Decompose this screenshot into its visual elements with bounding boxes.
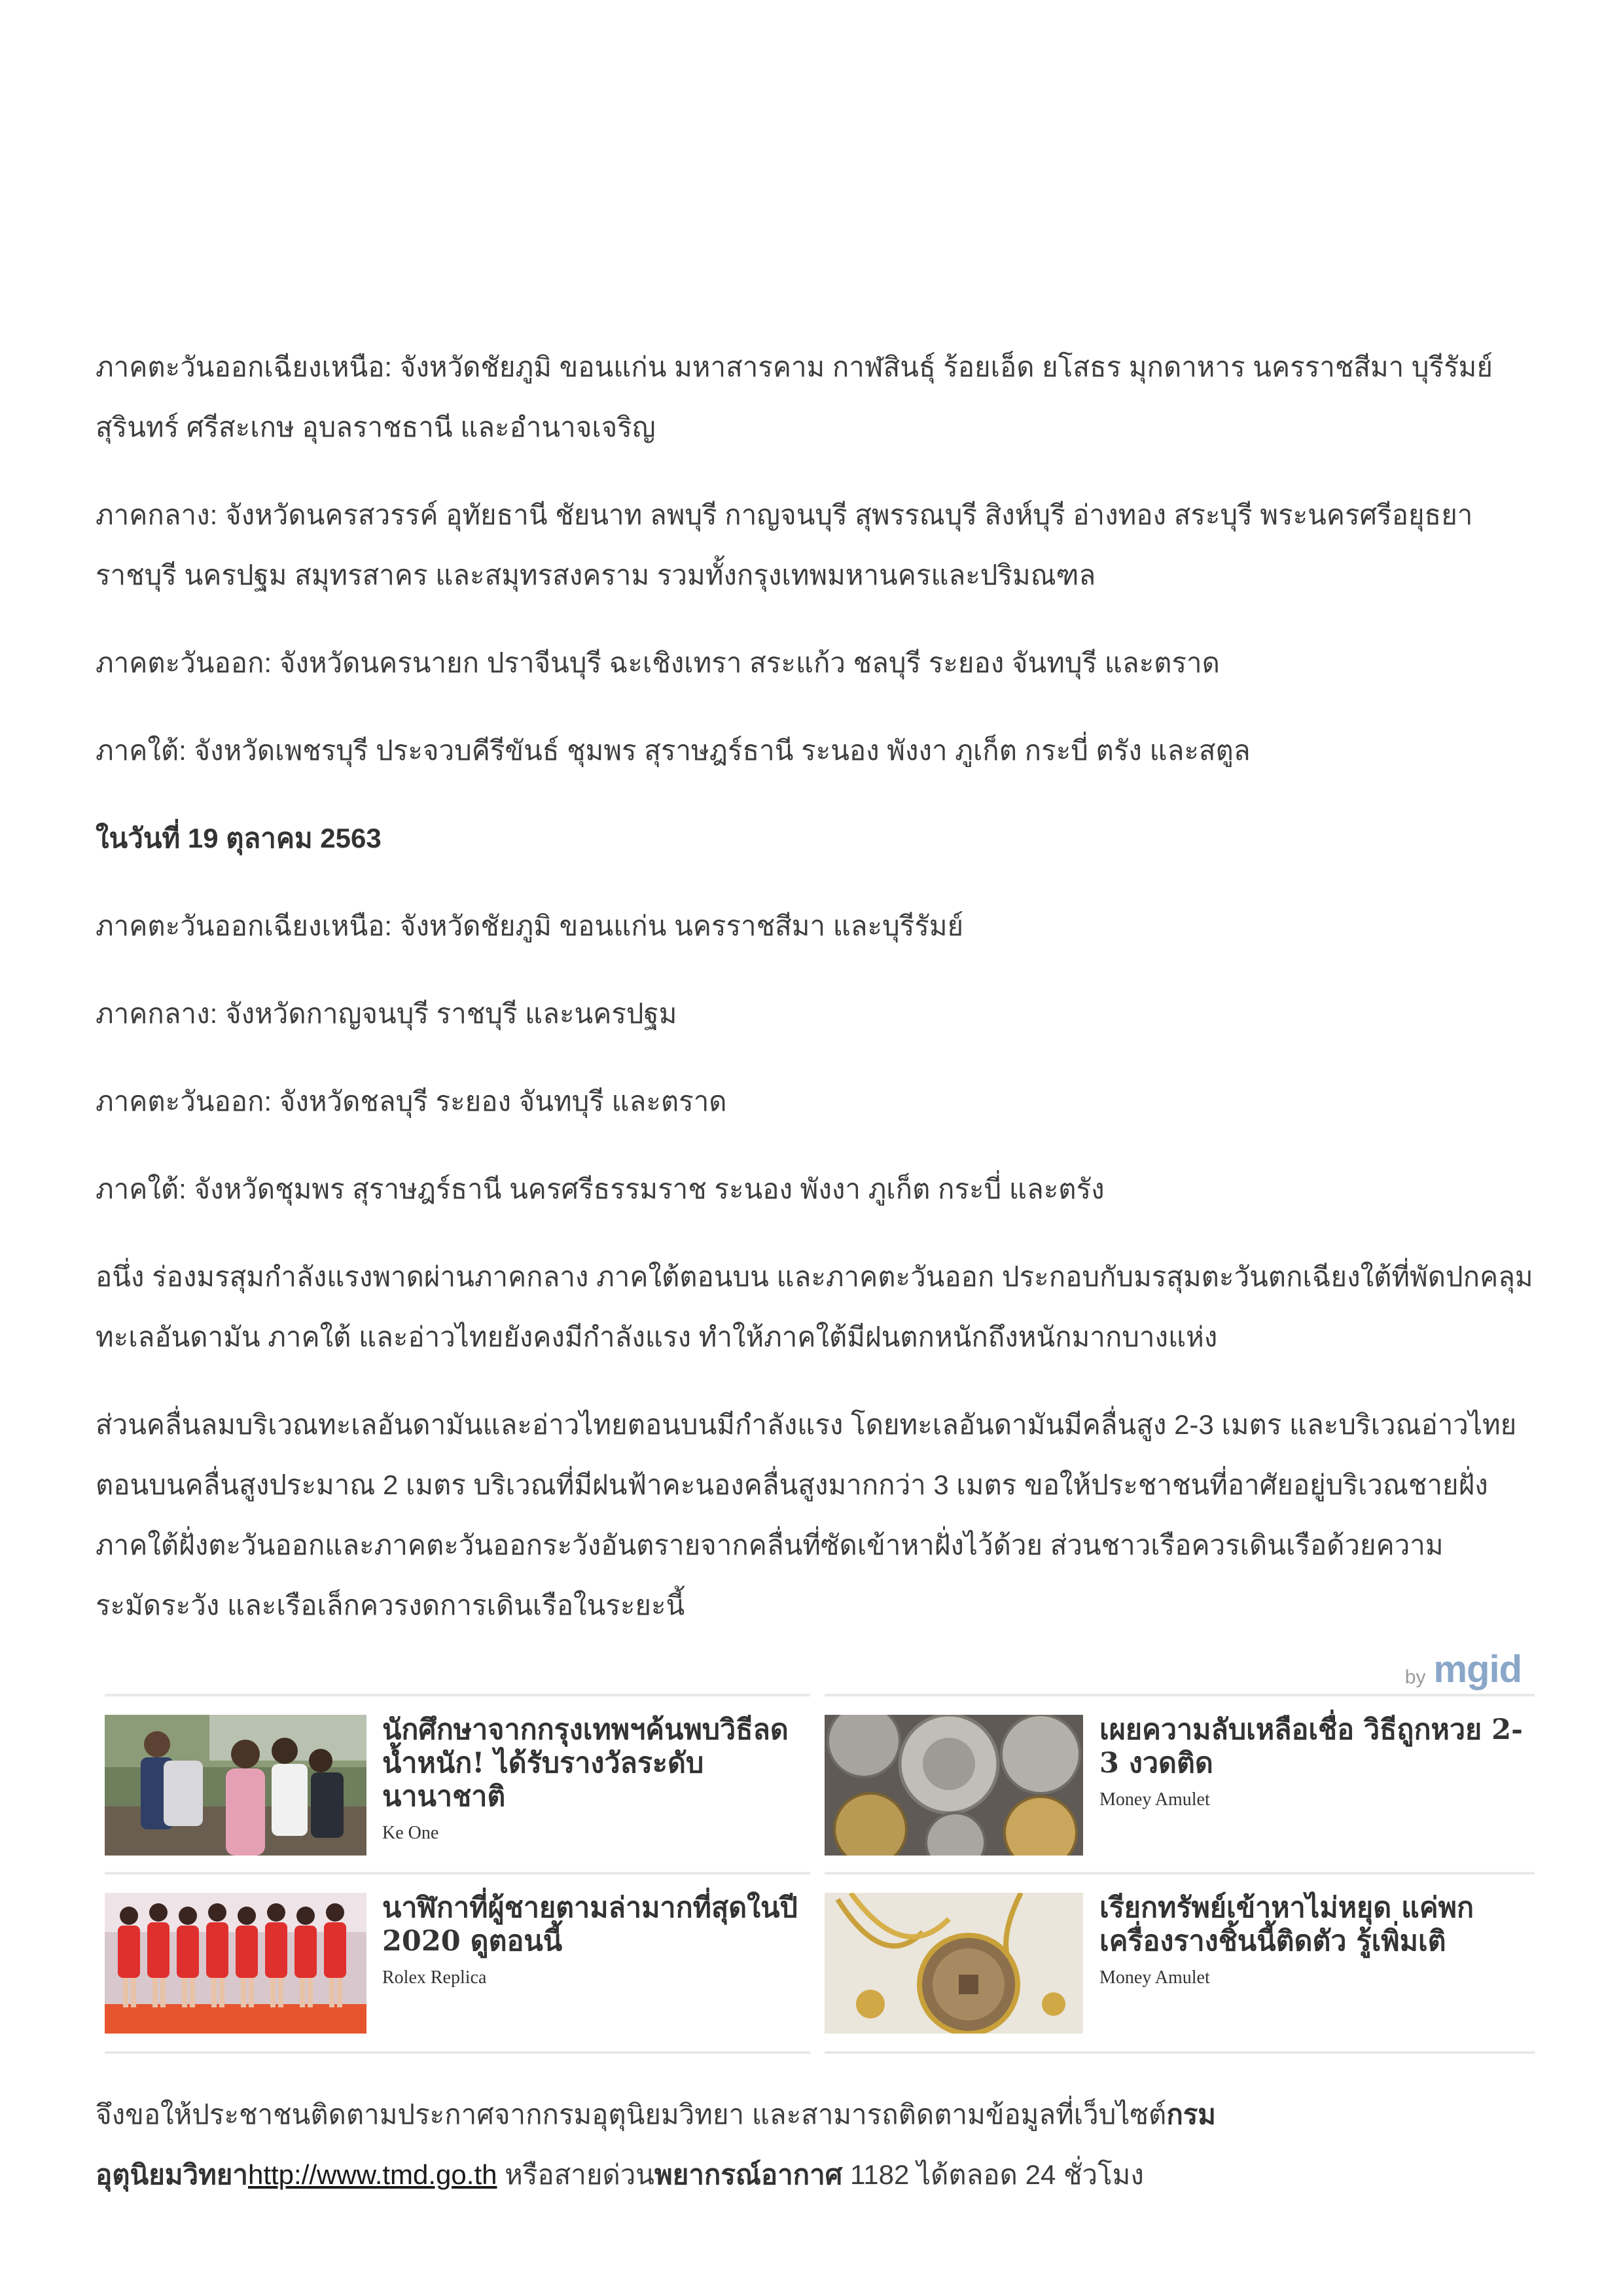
paragraph-northeast-2: ภาคตะวันออกเฉียงเหนือ: จังหวัดชัยภูมิ ขอนแก่น นครราชสีมา และบุรีรัมย์ (96, 910, 964, 941)
ad-text[interactable] (1099, 1892, 1525, 1988)
paragraph-northeast-1: ภาคตะวันออกเฉียงเหนือ: จังหวัดชัยภูมิ ขอนแก่น มหาสารคาม กาฬสินธุ์ ร้อยเอ็ด ยโสธร มุกดาหาร นครราชสีมา บุรีรัมย์ สุรินทร์ ศรีสะเกษ อุบลราชธานี และอำนาจเจริญ (96, 351, 1493, 442)
paragraph-east-1: ภาคตะวันออก: จังหวัดนครนายก ปราจีนบุรี ฉะเชิงเทรา สระแก้ว ชลบุรี ระยอง จันทบุรี และตราด (96, 647, 1220, 678)
paragraph-central-2: ภาคกลาง: จังหวัดกาญจนบุรี ราชบุรี และนครปฐม (96, 998, 677, 1029)
mgid-by-label: by (1404, 1666, 1426, 1688)
footer-bold-forecast: พยากรณ์อากาศ (654, 2159, 843, 2190)
ad-source: Money Amulet (1099, 1967, 1210, 1988)
mgid-brand[interactable] (1405, 1649, 1522, 1689)
footer-text-before: จึงขอให้ประชาชนติดตามประกาศจากกรมอุตุนิยมวิทยา และสามารถติดตามข้อมูลที่เว็บไซต์ (96, 2099, 1167, 2130)
ad-thumbnail-people-photo[interactable] (105, 1715, 366, 1856)
footer-text-after: 1182 ได้ตลอด 24 ชั่วโมง (842, 2159, 1144, 2190)
mgid-logo[interactable]: mgid (1433, 1648, 1522, 1691)
paragraph-south-1: ภาคใต้: จังหวัดเพชรบุรี ประจวบคีรีขันธ์ ชุมพร สุราษฎร์ธานี ระนอง พังงา ภูเก็ต กระบี่ ตรัง และสตูล (96, 735, 1251, 766)
ad-title[interactable]: นักศึกษาจากกรุงเทพฯค้นพบวิธีลดน้ำหนัก! ได้รับรางวัลระดับนานาชาติ (382, 1713, 789, 1813)
ad-text[interactable] (382, 1892, 808, 1988)
ad-title[interactable]: นาฬิกาที่ผู้ชายตามล่ามากที่สุดในปี 2020 ดูตอนนี้ (382, 1892, 798, 1958)
footer-text-middle: หรือสายด่วน (497, 2159, 655, 2190)
models-photo-icon (105, 1893, 366, 2034)
ad-thumbnail-models-photo[interactable] (105, 1893, 366, 2034)
paragraph-central-1: ภาคกลาง: จังหวัดนครสวรรค์ อุทัยธานี ชัยนาท ลพบุรี กาญจนบุรี สุพรรณบุรี สิงห์บุรี อ่างทอง สระบุรี พระนครศรีอยุธยา ราชบุรี นครปฐม สมุทรสาคร และสมุทรสงคราม รวมทั้งกรุงเทพมหานครและปริมณฑล (96, 499, 1473, 590)
people-photo-icon (105, 1715, 366, 1856)
amulet-photo-icon (825, 1893, 1083, 2034)
ad-card[interactable] (105, 1694, 810, 1873)
ad-title[interactable]: เรียกทรัพย์เข้าหาไม่หยุด แค่พกเครื่องรางชิ้นนี้ติดตัว รู้เพิ่มเติ (1099, 1892, 1474, 1958)
paragraph-east-2: ภาคตะวันออก: จังหวัดชลบุรี ระยอง จันทบุรี และตราด (96, 1086, 727, 1117)
ad-title[interactable]: เผยความลับเหลือเชื่อ วิธีถูกหวย 2-3 งวดติด (1099, 1713, 1523, 1780)
footer-bold-department: กรมอุตุนิยมวิทยา (96, 2099, 1216, 2190)
paragraph-waves: ส่วนคลื่นลมบริเวณทะเลอันดามันและอ่าวไทยตอนบนมีกำลังแรง โดยทะเลอันดามันมีคลื่นสูง 2-3 เมตร และบริเวณอ่าวไทยตอนบนคลื่นสูงประมาณ 2 เมตร บริเวณที่มีฝนฟ้าคะนองคลื่นสูงมากกว่า 3 เมตร ขอให้ประชาชนที่อาศัยอยู่บริเวณชายฝั่งภาคใต้ฝั่งตะวันออกและภาคตะวันออกระวังอันตรายจากคลื่นที่ซัดเข้าหาฝั่งไว้ด้วย ส่วนชาวเรือควรเดินเรือด้วยความระมัดระวัง และเรือเล็กควรงดการเดินเรือในระยะนี้ (96, 1409, 1517, 1621)
article-body (96, 337, 1535, 1663)
tmd-website-link[interactable]: http://www.tmd.go.th (247, 2159, 497, 2190)
paragraph-monsoon: อนึ่ง ร่องมรสุมกำลังแรงพาดผ่านภาคกลาง ภาคใต้ตอนบน และภาคตะวันออก ประกอบกับมรสุมตะวันตกเฉียงใต้ที่พัดปกคลุมทะเลอันดามัน ภาคใต้ และอ่าวไทยยังคงมีกำลังแรง ทำให้ภาคใต้มีฝนตกหนักถึงหนักมากบางแห่ง (96, 1261, 1533, 1352)
date-heading: ในวันที่ 19 ตุลาคม 2563 (96, 823, 382, 853)
mgid-ad-widget (105, 1649, 1535, 2062)
footer-note (96, 2085, 1535, 2205)
ad-source: Money Amulet (1099, 1789, 1210, 1810)
paragraph-south-2: ภาคใต้: จังหวัดชุมพร สุราษฎร์ธานี นครศรีธรรมราช ระนอง พังงา ภูเก็ต กระบี่ และตรัง (96, 1174, 1105, 1204)
ad-card[interactable] (105, 1872, 810, 2054)
ad-text[interactable] (1099, 1713, 1525, 1810)
ad-card[interactable] (825, 1872, 1535, 2054)
ad-thumbnail-coins-photo[interactable] (825, 1715, 1083, 1856)
ad-source: Ke One (382, 1823, 439, 1843)
ad-card[interactable] (825, 1694, 1535, 1873)
ad-text[interactable] (382, 1713, 808, 1844)
coins-photo-icon (825, 1715, 1083, 1856)
ad-source: Rolex Replica (382, 1967, 487, 1988)
ad-thumbnail-amulet-photo[interactable] (825, 1893, 1083, 2034)
